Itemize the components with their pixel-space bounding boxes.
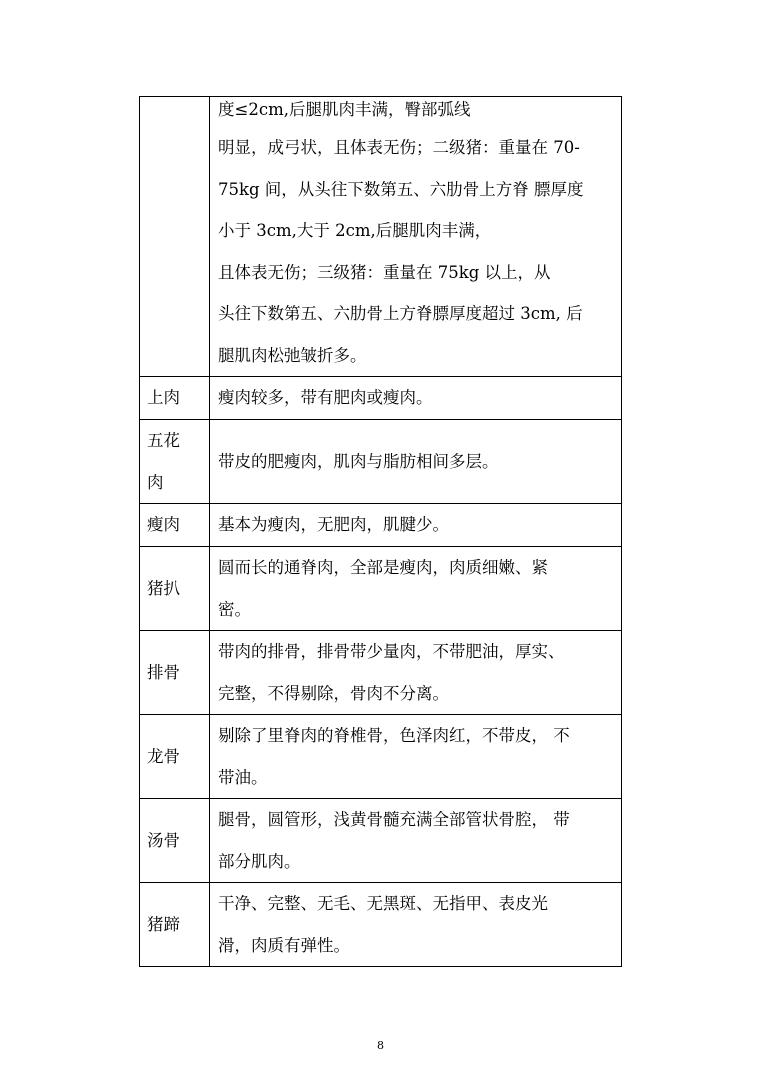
description-line: 带皮的肥瘦肉，肌肉与脂肪相间多层。: [218, 451, 499, 471]
row-name-cell: 龙骨: [140, 715, 210, 799]
row-name-cell: 猪扒: [140, 547, 210, 631]
row-description-cell: [210, 631, 622, 715]
description-line: 且体表无伤；三级猪：重量在 75kg 以上，从: [218, 262, 551, 282]
description-line: 带肉的排骨，排骨带少量肉，不带肥油，厚实、: [218, 642, 565, 661]
row-name-cell: 上肉: [140, 377, 210, 420]
row-description-cell: [210, 883, 622, 967]
description-line: 完整，不得剔除，骨肉不分离。: [218, 683, 449, 703]
description-line: 滑，肉质有弹性。: [218, 935, 350, 955]
description-line: 带油。: [218, 767, 268, 787]
description-line: 腿骨，圆管形，浅黄骨髓充满全部管状骨腔， 带: [218, 810, 570, 829]
table-row: [140, 420, 622, 504]
description-line: 瘦肉较多，带有肥肉或瘦肉。: [218, 388, 433, 408]
row-name-cell: 猪蹄: [140, 883, 210, 967]
table-row: [140, 799, 622, 883]
description-line: 基本为瘦肉，无肥肉，肌腱少。: [218, 515, 449, 535]
row-description-cell: [210, 799, 622, 883]
row-name-cell: 排骨: [140, 631, 210, 715]
row-description-cell: [210, 547, 622, 631]
table-row: [140, 631, 622, 715]
table-row: [140, 715, 622, 799]
table-row: [140, 377, 622, 420]
row-description-cell: [210, 715, 622, 799]
page-number: 8: [377, 1039, 384, 1052]
description-line: 剔除了里脊肉的脊椎骨，色泽肉红，不带皮， 不: [218, 726, 570, 745]
description-line: 干净、完整、无毛、无黑斑、无指甲、表皮光: [218, 894, 548, 913]
row-name-line: 肉: [147, 472, 164, 492]
row-description-cell: [210, 504, 622, 547]
table-row: [140, 97, 622, 377]
table-row: [140, 504, 622, 547]
table-row: [140, 547, 622, 631]
row-name-cell: 瘦肉: [140, 504, 210, 547]
description-line: 头往下数第五、六肋骨上方脊膘厚度超过 3cm, 后: [218, 304, 583, 323]
description-line: 度≤2cm,后腿肌肉丰满，臀部弧线: [218, 100, 471, 119]
description-line: 圆而长的通脊肉，全部是瘦肉，肉质细嫩、紧: [218, 558, 548, 577]
description-line: 部分肌肉。: [218, 851, 301, 871]
description-line: 75kg 间，从头往下数第五、六肋骨上方脊 膘厚度: [218, 179, 584, 199]
row-description-cell: [210, 420, 622, 504]
row-description-cell: [210, 97, 622, 377]
row-name-cell: 汤骨: [140, 799, 210, 883]
description-line: 小于 3cm,大于 2cm,后腿肌肉丰满，: [218, 221, 492, 240]
row-name-cell: [140, 420, 210, 504]
description-line: 密。: [218, 599, 251, 619]
description-line: 明显，成弓状，且体表无伤；二级猪：重量在 70-: [218, 138, 580, 157]
row-name-line: 五花: [147, 431, 180, 450]
description-line: 腿肌肉松弛皱折多。: [218, 345, 367, 365]
row-description-cell: [210, 377, 622, 420]
row-name-cell: [140, 97, 210, 377]
table-row: [140, 883, 622, 967]
pork-spec-table: [139, 96, 622, 967]
